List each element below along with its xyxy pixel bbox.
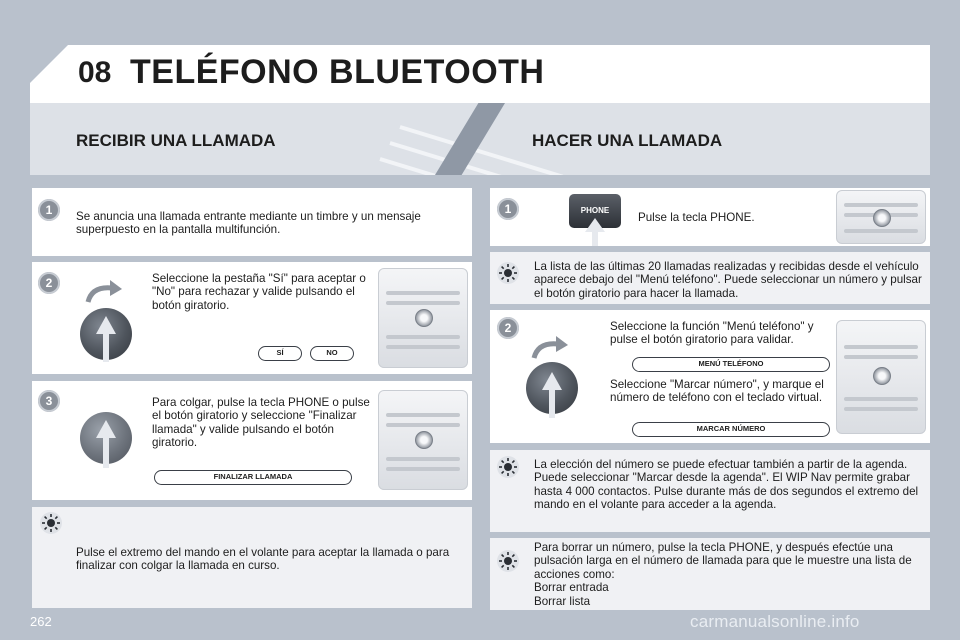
- phone-key-icon: PHONE: [569, 194, 621, 228]
- radio-console-image: [836, 190, 926, 244]
- press-arrow-icon: [583, 218, 607, 246]
- right-step1-text: Pulse la tecla PHONE.: [638, 211, 755, 224]
- step-badge: 3: [38, 390, 60, 412]
- radio-console-image: [378, 268, 468, 368]
- dial-number-button[interactable]: MARCAR NÚMERO: [632, 422, 830, 437]
- end-call-button[interactable]: FINALIZAR LLAMADA: [154, 470, 352, 485]
- right-tip3-text: [534, 541, 924, 608]
- step-badge: 1: [38, 199, 60, 221]
- right-tip3-line1: Para borrar un número, pulse la tecla PHONE, y después efectúe una pulsación larga en el número de llamada para que le muestre una lista de acciones como:: [534, 541, 912, 581]
- step-badge: 2: [497, 317, 519, 339]
- left-step1-text: Se anuncia una llamada entrante mediante un timbre y un mensaje superpuesto en la pantalla multifunción.: [76, 210, 421, 237]
- tip-sun-icon: [497, 456, 519, 478]
- left-step3-text: Para colgar, pulse la tecla PHONE o pulse el botón giratorio y seleccione "Finalizar llamada" y valide pulsando el botón giratorio.: [152, 396, 370, 450]
- no-tab-button[interactable]: NO: [310, 346, 354, 361]
- left-section-title: RECIBIR UNA LLAMADA: [76, 131, 276, 150]
- chapter-number: 08: [78, 56, 112, 89]
- rotate-arrow-icon: [530, 336, 570, 362]
- press-arrow-icon: [94, 420, 118, 468]
- left-step2-text: Seleccione la pestaña "Sí" para aceptar o "No" para rechazar y valide pulsando el botón giratorio.: [152, 272, 366, 312]
- tip-sun-icon: [40, 512, 62, 534]
- press-arrow-icon: [94, 316, 118, 362]
- step-badge: 2: [38, 272, 60, 294]
- right-tip1-text: La lista de las últimas 20 llamadas realizadas y recibidas desde el vehículo aparece debajo del "Menú teléfono". Puede seleccionar un número y pulsar el botón giratorio para hacer la llamada.: [534, 260, 922, 300]
- step-badge: 1: [497, 198, 519, 220]
- rotate-arrow-icon: [84, 280, 124, 306]
- right-step2-text-a: Seleccione la función "Menú teléfono" y pulse el botón giratorio para validar.: [610, 320, 814, 347]
- yes-tab-button[interactable]: SÍ: [258, 346, 302, 361]
- phone-menu-button[interactable]: MENÚ TELÉFONO: [632, 357, 830, 372]
- right-tip3-line2: Borrar entrada: [534, 581, 609, 595]
- press-arrow-icon: [540, 372, 564, 418]
- radio-console-image: [378, 390, 468, 490]
- tip-sun-icon: [497, 550, 519, 572]
- page-number: 262: [30, 614, 52, 629]
- tip-sun-icon: [497, 262, 519, 284]
- right-section-title: HACER UNA LLAMADA: [532, 131, 723, 150]
- radio-console-image: [836, 320, 926, 434]
- chapter-title: TELÉFONO BLUETOOTH: [130, 53, 545, 91]
- right-step2-text-b: Seleccione "Marcar número", y marque el número de teléfono con el teclado virtual.: [610, 378, 824, 405]
- right-tip2-text: La elección del número se puede efectuar también a partir de la agenda. Puede seleccionar "Marcar desde la agenda". El WIP Nav permite grabar hasta 4 000 contactos. Pulse durante más de dos segundos el extremo del mando en el volante para acceder a la agenda.: [534, 458, 919, 512]
- right-tip3-line3: Borrar lista: [534, 594, 591, 608]
- watermark: carmanualsonline.info: [690, 612, 860, 631]
- left-tip-text: Pulse el extremo del mando en el volante para aceptar la llamada o para finalizar con colgar la llamada en curso.: [76, 546, 450, 573]
